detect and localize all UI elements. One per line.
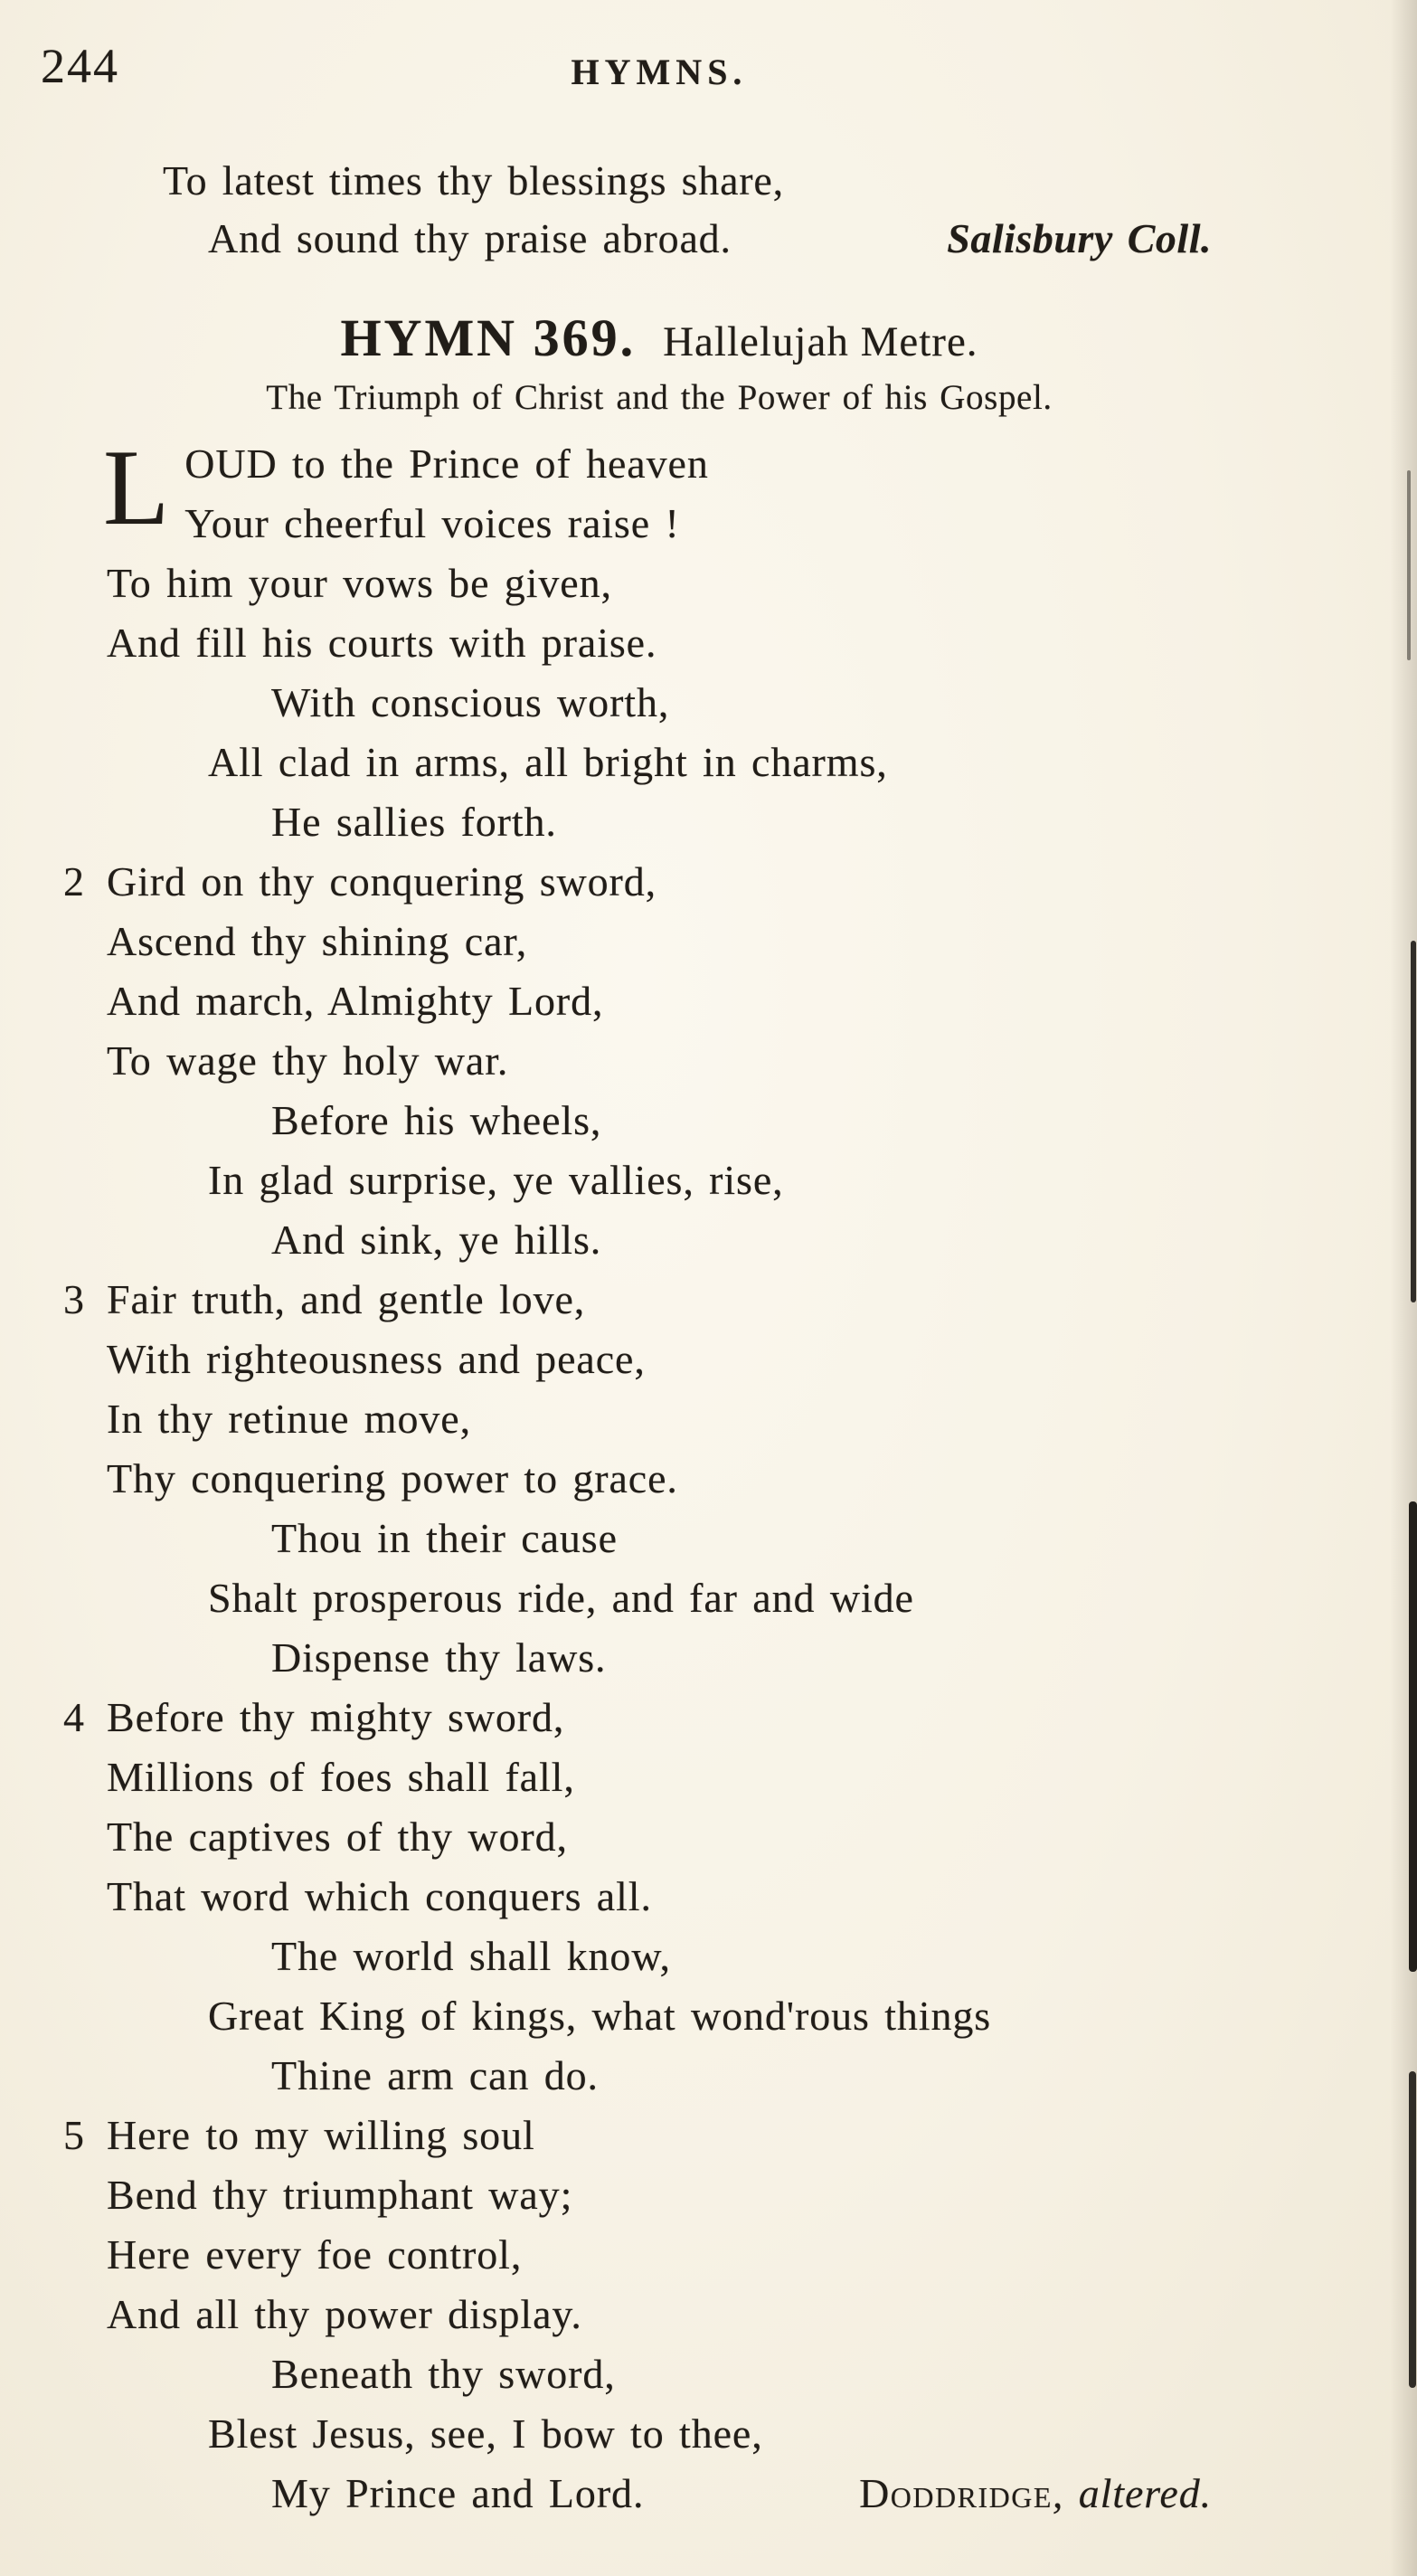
- hymn-line-text: Thine arm can do.: [271, 2052, 599, 2098]
- hymn-subtitle: The Triumph of Christ and the Power of his Gospel.: [266, 378, 1053, 417]
- hymn-line: [107, 1031, 1212, 1091]
- hymn-line: [107, 673, 1212, 733]
- hymn-line-text: That word which conquers all.: [107, 1873, 652, 1919]
- author-attribution: [859, 2464, 1212, 2524]
- hymn-line-text: Before thy mighty sword,: [107, 1694, 565, 1740]
- scan-edge-mark: [1407, 470, 1411, 660]
- hymn-line-text: Beneath thy sword,: [271, 2351, 616, 2397]
- hymn-line: [107, 613, 1212, 673]
- hymn-line: To latest times thy blessings share,: [163, 157, 784, 204]
- hymn-verse: [63, 1688, 1212, 2106]
- hymn-line-text: To him your vows be given,: [107, 560, 612, 606]
- hymn-number-title: HYMN 369.: [340, 308, 637, 367]
- hymn-line-text: Millions of foes shall fall,: [107, 1754, 575, 1800]
- hymn-verse: [63, 1270, 1212, 1688]
- page-number: 244: [41, 39, 119, 93]
- hymn-line-text: Bend thy triumphant way;: [107, 2172, 573, 2218]
- hymn-line-text: Fair truth, and gentle love,: [107, 1276, 586, 1322]
- hymn-line-text: Shalt prosperous ride, and far and wide: [208, 1575, 914, 1621]
- scan-edge-mark: [1409, 2071, 1416, 2388]
- hymn-line-text: Gird on thy conquering sword,: [107, 858, 657, 904]
- hymn-line-text: And all thy power display.: [107, 2291, 582, 2337]
- hymn-line: [107, 1628, 1212, 1688]
- hymn-line: [107, 1449, 1212, 1509]
- hymn-metre: Hallelujah Metre.: [663, 318, 978, 365]
- hymn-line: [107, 1747, 1212, 1807]
- hymn-line-text: To wage thy holy war.: [107, 1037, 509, 1084]
- hymn-line: [107, 1807, 1212, 1867]
- hymn-verse: [103, 427, 1212, 852]
- hymn-line: [107, 1330, 1212, 1389]
- hymn-line: [107, 852, 1212, 912]
- hymn-line: [107, 971, 1212, 1031]
- hymn-line: [107, 1568, 1212, 1628]
- hymn-verse: [63, 2106, 1212, 2524]
- hymn-line: [107, 912, 1212, 971]
- verse-number: 4: [63, 1694, 85, 1740]
- hymn-verse: [63, 852, 1212, 1270]
- hymn-line: [107, 1091, 1212, 1151]
- hymn-line: [107, 2404, 1212, 2464]
- hymn-line: [107, 1867, 1212, 1927]
- hymn-line-text: Great King of kings, what wond'rous things: [208, 1993, 992, 2039]
- hymn-line: [107, 2464, 1212, 2524]
- hymn-line: [107, 2165, 1212, 2225]
- hymn-line: [107, 434, 1212, 494]
- hymn-verses: [63, 427, 1212, 2524]
- hymn-line-text: With righteousness and peace,: [107, 1336, 646, 1382]
- hymn-line-text: Here to my willing soul: [107, 2112, 535, 2158]
- hymn-line-text: The captives of thy word,: [107, 1814, 568, 1860]
- scan-edge-mark: [1411, 941, 1416, 1302]
- hymn-line-text: In thy retinue move,: [107, 1396, 472, 1442]
- hymn-line-text: And sound thy praise abroad.: [208, 215, 732, 261]
- hymn-line: [107, 2106, 1212, 2165]
- verse-number: 2: [63, 858, 85, 904]
- hymn-line: [107, 1986, 1212, 2046]
- hymn-line: [107, 2046, 1212, 2106]
- hymn-line: [107, 554, 1212, 613]
- hymn-line: [107, 2225, 1212, 2285]
- hymn-line: [107, 1389, 1212, 1449]
- hymn-line: [107, 1210, 1212, 1270]
- author-note: , altered.: [1052, 2470, 1212, 2516]
- source-attribution: Salisbury Coll.: [947, 215, 1212, 261]
- hymn-line-text: Before his wheels,: [271, 1097, 602, 1143]
- hymn-line-text: Here every foe control,: [107, 2231, 523, 2278]
- hymn-line-text: Thou in their cause: [271, 1515, 618, 1561]
- hymn-line: [107, 2285, 1212, 2344]
- hymn-line-text: All clad in arms, all bright in charms,: [208, 739, 888, 785]
- dropcap-letter: L: [103, 427, 171, 547]
- hymn-line-text: My Prince and Lord.: [271, 2470, 645, 2516]
- verse-number: 3: [63, 1276, 85, 1322]
- hymn-line-text: With conscious worth,: [271, 679, 670, 725]
- hymn-line-text: The world shall know,: [271, 1933, 671, 1979]
- hymn-heading: [107, 308, 1212, 368]
- hymn-line: [107, 1151, 1212, 1210]
- hymn-line-text: He sallies forth.: [271, 799, 557, 845]
- hymn-line: [107, 1688, 1212, 1747]
- hymn-line: [107, 1509, 1212, 1568]
- hymn-line-text: And sink, ye hills.: [271, 1217, 602, 1263]
- hymn-line: [107, 1927, 1212, 1986]
- hymn-line: [107, 210, 1212, 268]
- running-head: HYMNS.: [571, 52, 748, 92]
- hymn-line-text: In glad surprise, ye vallies, rise,: [208, 1157, 784, 1203]
- previous-hymn-ending: [107, 152, 1212, 268]
- hymn-line: [107, 494, 1212, 554]
- hymn-line-text: And fill his courts with praise.: [107, 620, 657, 666]
- hymn-line-text: Thy conquering power to grace.: [107, 1455, 678, 1501]
- hymn-line-text: OUD to the Prince of heaven: [184, 440, 709, 487]
- hymn-line-text: Your cheerful voices raise !: [184, 500, 680, 546]
- hymn-line-text: Ascend thy shining car,: [107, 918, 528, 964]
- hymn-line-text: And march, Almighty Lord,: [107, 978, 604, 1024]
- verse-number: 5: [63, 2112, 85, 2158]
- author-name: Doddridge: [859, 2470, 1053, 2516]
- hymn-line: [107, 733, 1212, 792]
- page-header: [0, 0, 1417, 109]
- hymn-line: [107, 1270, 1212, 1330]
- hymn-line-text: Dispense thy laws.: [271, 1634, 607, 1681]
- hymn-line: [107, 792, 1212, 852]
- hymn-line: [107, 2344, 1212, 2404]
- scan-edge-mark: [1409, 1501, 1417, 1972]
- hymn-line-text: Blest Jesus, see, I bow to thee,: [208, 2410, 763, 2457]
